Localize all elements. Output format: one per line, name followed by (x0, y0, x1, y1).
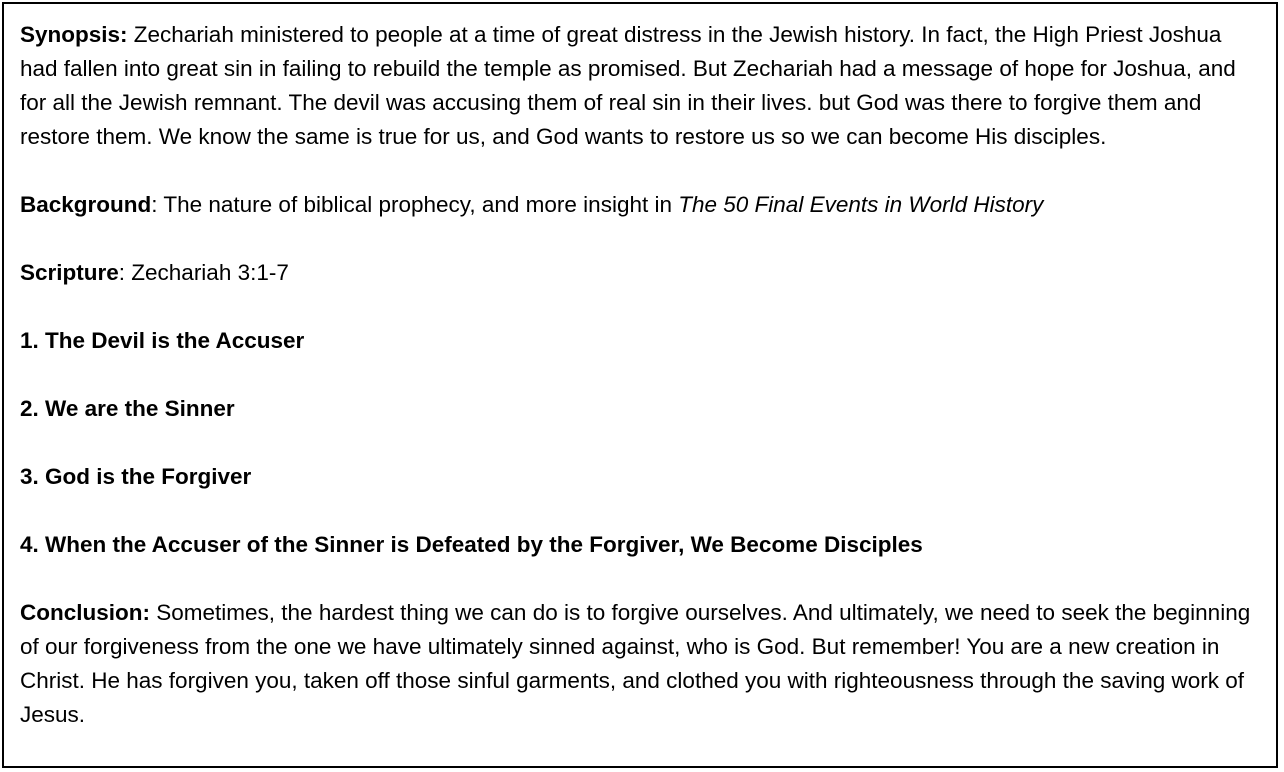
sermon-outline-box (2, 2, 1278, 768)
point-heading-1: 1. The Devil is the Accuser (20, 328, 305, 353)
spacer (20, 358, 1260, 392)
scripture-label: Scripture (20, 260, 119, 285)
background-text: : The nature of biblical prophecy, and more insight in (151, 192, 679, 217)
conclusion-label: Conclusion: (20, 600, 150, 625)
spacer (20, 290, 1260, 324)
spacer (20, 154, 1260, 188)
background-paragraph (20, 188, 1260, 222)
spacer (20, 222, 1260, 256)
conclusion-text: Sometimes, the hardest thing we can do is to forgive ourselves. And ultimately, we need to seek the beginning of our forgiveness from the one we have ultimately sinned against, who is God. But remember! You are a new creation in Christ. He has forgiven you, taken off those sinful garments, and clothed you with righteousness through the saving work of Jesus. (20, 600, 1251, 727)
spacer (20, 426, 1260, 460)
scripture-paragraph (20, 256, 1260, 290)
scripture-text: : Zechariah 3:1-7 (118, 260, 289, 285)
point-heading-3: 3. God is the Forgiver (20, 464, 252, 489)
point-heading-4: 4. When the Accuser of the Sinner is Defeated by the Forgiver, We Become Disciples (20, 532, 923, 557)
spacer (20, 494, 1260, 528)
spacer (20, 562, 1260, 596)
synopsis-text: Zechariah ministered to people at a time of great distress in the Jewish history. In fact, the High Priest Joshua had fallen into great sin in failing to rebuild the temple as promised. But Zechariah had a message of hope for Joshua, and for all the Jewish remnant. The devil was accusing them of real sin in their lives. but God was there to forgive them and restore them. We know the same is true for us, and God wants to restore us so we can become His disciples. (20, 22, 1236, 149)
point-heading-2: 2. We are the Sinner (20, 396, 235, 421)
conclusion-paragraph (20, 596, 1260, 732)
background-book-title: The 50 Final Events in World History (678, 192, 1044, 217)
synopsis-paragraph (20, 18, 1260, 154)
synopsis-label: Synopsis: (20, 22, 128, 47)
background-label: Background (20, 192, 152, 217)
